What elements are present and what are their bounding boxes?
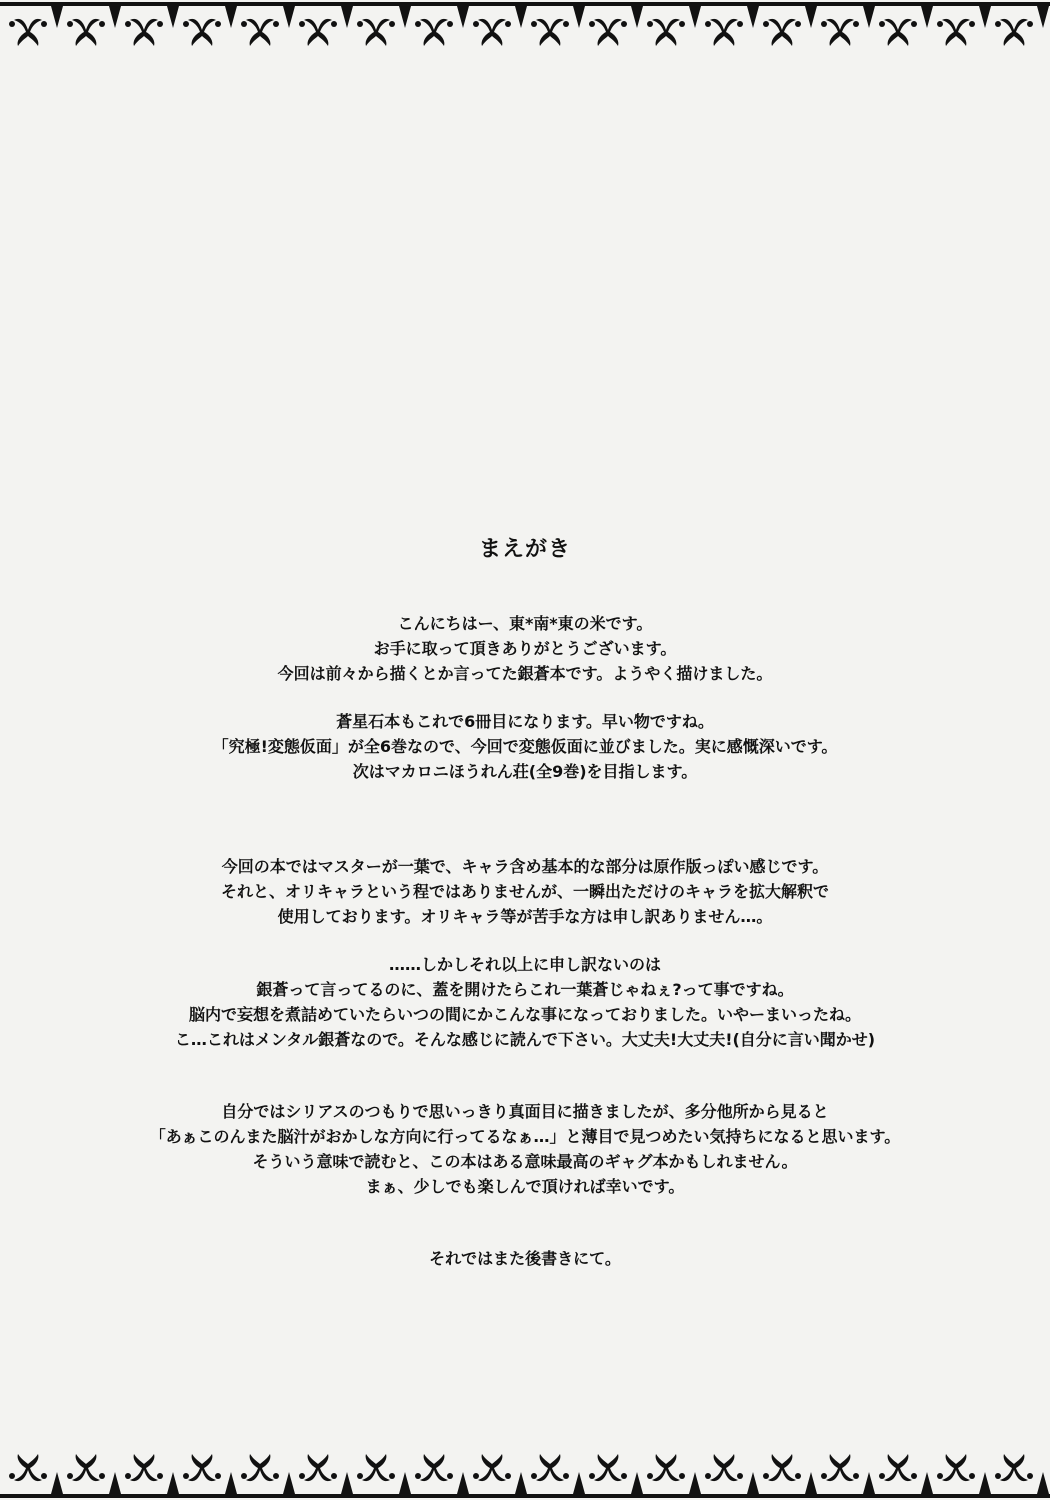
- ornament-spike: [167, 1472, 179, 1494]
- ornament-motif: [67, 19, 105, 46]
- ornament-spike: [805, 1472, 817, 1494]
- ornament-spike: [225, 1472, 237, 1494]
- text-line: ……しかしそれ以上に申し訳ないのは: [388, 955, 661, 974]
- ornamental-border-top: [0, 0, 1050, 70]
- ornament-spike: [573, 1472, 585, 1494]
- ornament-motif: [357, 19, 395, 46]
- ornament-motif: [125, 1454, 163, 1481]
- ornament-spike: [805, 6, 817, 28]
- text-line: お手に取って頂きありがとうございます。: [373, 639, 677, 658]
- ornament-motif: [415, 19, 453, 46]
- ornament-spike: [225, 6, 237, 28]
- ornament-motif: [705, 1454, 743, 1481]
- spacer: [0, 1052, 1050, 1099]
- text-line: 「究極!変態仮面」が全6巻なので、今回で変態仮面に並びました。実に感慨深いです。: [212, 737, 838, 756]
- ornament-motif: [647, 1454, 685, 1481]
- ornament-motif: [531, 19, 569, 46]
- ornament-spike: [921, 1472, 933, 1494]
- ornamental-border-bottom: [0, 1430, 1050, 1500]
- preface-content: [0, 535, 1050, 1271]
- ornament-spike: [341, 1472, 353, 1494]
- ornament-motif: [9, 1454, 47, 1481]
- ornament-spike: [457, 6, 469, 28]
- spacer: [0, 1199, 1050, 1246]
- ornament-motif: [183, 1454, 221, 1481]
- ornament-spike: [747, 6, 759, 28]
- ornament-motif: [821, 19, 859, 46]
- text-line: それと、オリキャラという程ではありませんが、一瞬出ただけのキャラを拡大解釈で: [220, 882, 829, 901]
- text-line: 「あぁこのんまた脳汁がおかしな方向に行ってるなぁ…」と薄目で見つめたい気持ちになると思います。: [149, 1127, 901, 1146]
- ornament-spike: [341, 6, 353, 28]
- ornament-spike: [51, 1472, 63, 1494]
- ornament-spike: [747, 1472, 759, 1494]
- text-line: 今回の本ではマスターが一葉で、キャラ含め基本的な部分は原作版っぽい感じです。: [221, 857, 829, 876]
- text-line: 自分ではシリアスのつもりで思いっきり真面目に描きましたが、多分他所から見ると: [221, 1102, 829, 1121]
- ornament-spike: [921, 6, 933, 28]
- ornament-motif: [183, 19, 221, 46]
- spacer: [0, 686, 1050, 709]
- ornament-spike: [689, 1472, 701, 1494]
- border-rule: [0, 1494, 1050, 1498]
- text-line: こ…これはメンタル銀蒼なので。そんな感じに読んで下さい。大丈夫!大丈夫!(自分に言い聞かせ): [174, 1030, 876, 1049]
- ornament-motif: [705, 19, 743, 46]
- ornament-spike: [515, 1472, 527, 1494]
- text-line: こんにちはー、東*南*東の米です。: [397, 614, 653, 633]
- ornament-motif: [241, 19, 279, 46]
- ornament-spike: [631, 6, 643, 28]
- ornament-motif: [763, 19, 801, 46]
- ornament-motif: [763, 1454, 801, 1481]
- ornament-motif: [995, 19, 1033, 46]
- ornament-motif: [67, 1454, 105, 1481]
- spacer: [0, 784, 1050, 854]
- ornamental-border-bottom-graphic: [0, 1430, 1050, 1500]
- ornament-motif: [125, 19, 163, 46]
- ornament-spike: [1037, 6, 1049, 28]
- ornament-motif: [995, 1454, 1033, 1481]
- ornament-spike: [979, 6, 991, 28]
- text-line: それではまた後書きにて。: [429, 1249, 621, 1268]
- ornament-spike: [573, 6, 585, 28]
- ornament-spike: [863, 6, 875, 28]
- ornament-spike: [515, 6, 527, 28]
- ornament-motif: [473, 1454, 511, 1481]
- paragraph-series: [0, 709, 1050, 784]
- ornamental-border-top-graphic: [0, 0, 1050, 70]
- ornament-spike: [399, 6, 411, 28]
- ornament-spike: [283, 6, 295, 28]
- text-line: 蒼星石本もこれで6冊目になります。早い物ですね。: [336, 712, 714, 731]
- text-line: まぁ、少しでも楽しんで頂ければ幸いです。: [365, 1177, 685, 1196]
- text-line: 脳内で妄想を煮詰めていたらいつの間にかこんな事になっておりました。いやーまいったね。: [188, 1005, 861, 1024]
- ornament-motif: [357, 1454, 395, 1481]
- page-title: まえがき: [478, 537, 571, 562]
- ornament-spike: [283, 1472, 295, 1494]
- ornament-spike: [109, 1472, 121, 1494]
- ornament-motif: [879, 1454, 917, 1481]
- ornament-motif: [299, 19, 337, 46]
- paragraph-serious: [0, 1099, 1050, 1199]
- border-rule: [0, 2, 1050, 6]
- ornament-spike: [167, 6, 179, 28]
- ornament-motif: [241, 1454, 279, 1481]
- ornament-motif: [879, 19, 917, 46]
- spacer: [0, 929, 1050, 952]
- ornament-spike: [863, 1472, 875, 1494]
- paragraph-greeting: [0, 611, 1050, 686]
- ornament-spike: [689, 6, 701, 28]
- ornament-motif: [531, 1454, 569, 1481]
- ornament-motif: [937, 1454, 975, 1481]
- ornament-motif: [299, 1454, 337, 1481]
- ornament-motif: [415, 1454, 453, 1481]
- ornament-motif: [9, 19, 47, 46]
- ornament-spike: [1037, 1472, 1049, 1494]
- ornament-spike: [631, 1472, 643, 1494]
- ornament-motif: [589, 19, 627, 46]
- ornament-motif: [821, 1454, 859, 1481]
- text-line: 銀蒼って言ってるのに、蓋を開けたらこれ一葉蒼じゃねぇ?って事ですね。: [256, 980, 794, 999]
- ornament-spike: [109, 6, 121, 28]
- ornament-spike: [399, 1472, 411, 1494]
- text-line: 今回は前々から描くとか言ってた銀蒼本です。ようやく描けました。: [277, 664, 773, 683]
- ornament-motif: [473, 19, 511, 46]
- ornament-spike: [457, 1472, 469, 1494]
- ornament-spike: [51, 6, 63, 28]
- paragraph-apology: [0, 952, 1050, 1052]
- text-line: 次はマカロニほうれん荘(全9巻)を目指します。: [352, 762, 698, 781]
- ornament-motif: [647, 19, 685, 46]
- ornament-spike: [979, 1472, 991, 1494]
- text-line: 使用しております。オリキャラ等が苦手な方は申し訳ありません…。: [277, 907, 773, 926]
- ornament-motif: [589, 1454, 627, 1481]
- paragraph-closing: [0, 1246, 1050, 1271]
- ornament-motif: [937, 19, 975, 46]
- paragraph-characters: [0, 854, 1050, 929]
- text-line: そういう意味で読むと、この本はある意味最高のギャグ本かもしれません。: [252, 1152, 798, 1171]
